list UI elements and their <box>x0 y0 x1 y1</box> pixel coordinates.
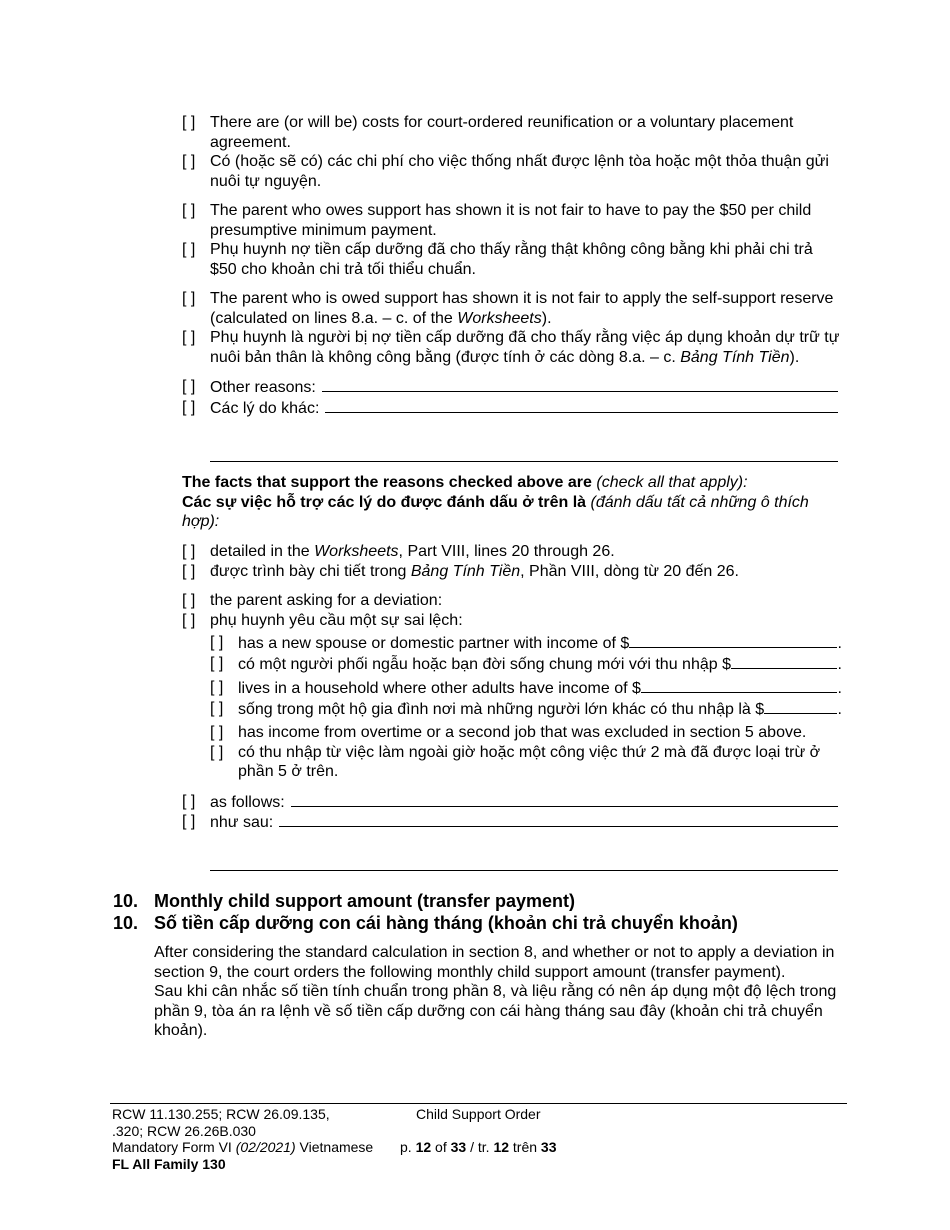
reason-text: Có (hoặc sẽ có) các chi phí cho việc thống nhất được lệnh tòa hoặc một thỏa thuận gửi nuôi tự nguyện. <box>210 153 829 190</box>
page-number: 12 <box>415 1138 432 1155</box>
fact-text: , Phần VIII, dòng từ 20 đến 26. <box>520 562 739 580</box>
footer-divider <box>110 1103 847 1104</box>
checkbox[interactable]: [ ] <box>182 241 196 258</box>
checkbox[interactable]: [ ] <box>182 792 196 810</box>
reason-reserve-en <box>182 289 842 328</box>
page-number-vi: 12 <box>493 1138 510 1155</box>
reason-text: Phụ huynh nợ tiền cấp dưỡng đã cho thấy rằng thật không công bằng khi phải chi trả $50 cho khoản chi trả tối thiểu chuẩn. <box>210 241 813 278</box>
footer-page-number <box>400 1139 620 1156</box>
spouse-income-field-vi[interactable] <box>731 654 837 669</box>
other-reasons-field-vi[interactable] <box>325 398 838 413</box>
fact-text: as follows: <box>210 793 285 811</box>
fact-text: the parent asking for a deviation: <box>210 592 443 609</box>
spouse-income-field[interactable] <box>629 633 836 648</box>
fact-text: phụ huynh yêu cầu một sự sai lệch: <box>210 611 463 629</box>
other-reasons-extra-line[interactable] <box>210 461 838 462</box>
checkbox[interactable]: [ ] <box>210 634 224 651</box>
section-10-title-en <box>113 891 575 912</box>
fact-text: như sau: <box>210 814 274 831</box>
reason-text: Phụ huynh là người bị nợ tiền cấp dưỡng đã cho thấy rằng việc áp dụng khoản dự trữ tự nuôi bản thân là không công bằng (được tính ở các dòng 8.a. – c. <box>210 329 840 366</box>
subitem-text: sống trong một hộ gia đình nơi mà những người lớn khác có thu nhập là $ <box>238 700 765 718</box>
section-10-title-vi <box>113 913 738 934</box>
footer-rcw: .320; RCW 26.26B.030 <box>112 1122 256 1139</box>
subitem-overtime-en <box>210 723 808 743</box>
checkbox[interactable]: [ ] <box>182 153 196 170</box>
page-label: trên <box>509 1138 541 1155</box>
reason-reunification-en <box>182 113 842 152</box>
page-total: 33 <box>450 1138 467 1155</box>
fact-text: , Part VIII, lines 20 through 26. <box>398 543 615 560</box>
household-income-field-vi[interactable] <box>764 699 836 714</box>
checkbox[interactable]: [ ] <box>182 543 196 560</box>
checkbox[interactable]: [ ] <box>182 398 196 416</box>
checkbox[interactable]: [ ] <box>182 202 196 219</box>
subitem-spouse-en: [ ] has a new spouse or domestic partner with income of $ . <box>210 634 842 652</box>
reason-reserve-vi <box>182 328 842 367</box>
fact-text: detailed in the <box>210 543 315 560</box>
fact-detailed-en <box>182 542 852 562</box>
facts-heading-vi-italic: (đánh dấu tất cả những ô thích hợp): <box>182 493 809 530</box>
fact-detailed-vi <box>182 562 852 582</box>
page-total-vi: 33 <box>540 1138 557 1155</box>
subitem-household-vi: [ ] sống trong một hộ gia đình nơi mà những người lớn khác có thu nhập là $ . <box>210 699 842 718</box>
section-title: Monthly child support amount (transfer payment) <box>154 891 576 911</box>
reason-text: The parent who is owed support has shown it is not fair to apply the self-support reserve (calculated on lines 8.a. – c. of the <box>210 290 834 327</box>
fact-text: được trình bày chi tiết trong <box>210 562 411 580</box>
section-number: 10. <box>113 913 139 933</box>
fact-follows-en <box>182 792 838 813</box>
footer-form-date: (02/2021) <box>235 1139 296 1155</box>
page-label: p. <box>400 1138 416 1155</box>
checkbox[interactable]: [ ] <box>210 724 224 741</box>
subitem-text: has a new spouse or domestic partner with income of $ <box>238 635 630 652</box>
facts-heading <box>182 473 822 532</box>
subitem-text: có thu nhập từ việc làm ngoài giờ hoặc một công việc thứ 2 mà đã được loại trừ ở phần 5 ở trên. <box>238 743 821 780</box>
follows-extra-line[interactable] <box>210 870 838 871</box>
fact-parent-vi <box>182 611 852 631</box>
page-label: / tr. <box>466 1138 494 1155</box>
checkbox[interactable]: [ ] <box>182 290 196 307</box>
facts-heading-vi: Các sự việc hỗ trợ các lý do được đánh dấu ở trên là <box>182 493 591 511</box>
section-number: 10. <box>113 891 139 911</box>
checkbox[interactable]: [ ] <box>182 562 196 580</box>
subitem-text: has income from overtime or a second job that was excluded in section 5 above. <box>238 724 807 741</box>
reason-minimum-vi <box>182 240 842 279</box>
reason-reunification-vi <box>182 152 842 191</box>
reason-text: ). <box>541 309 552 327</box>
checkbox[interactable]: [ ] <box>210 679 224 696</box>
checkbox[interactable]: [ ] <box>182 813 196 830</box>
footer-form <box>112 1139 402 1156</box>
reason-other-vi <box>182 398 838 419</box>
subitem-overtime-vi <box>210 743 828 782</box>
page-label: of <box>431 1138 451 1155</box>
checkbox[interactable]: [ ] <box>182 329 196 346</box>
reason-text: The parent who owes support has shown it is not fair to have to pay the $50 per child presumptive minimum payment. <box>210 202 812 239</box>
facts-heading-en: The facts that support the reasons checked above are <box>182 474 597 491</box>
footer-left <box>112 1106 402 1172</box>
paragraph-en: After considering the standard calculation in section 8, and whether or not to apply a deviation in section 9, the court orders the following monthly child support amount (transfer payment). <box>154 944 835 981</box>
facts-list <box>182 542 852 833</box>
reason-text-italic: Bảng Tính Tiền <box>680 348 790 366</box>
section-10-paragraph <box>154 943 844 1041</box>
footer-form-code: FL All Family 130 <box>112 1155 226 1172</box>
checkbox[interactable]: [ ] <box>182 114 196 131</box>
facts-heading-en-italic: (check all that apply): <box>596 474 748 491</box>
fact-text-italic: Worksheets <box>314 543 399 560</box>
footer-form-text: Vietnamese <box>295 1139 374 1155</box>
subitem-text: có một người phối ngẫu hoặc bạn đời sống chung mới với thu nhập $ <box>238 655 731 673</box>
subitem-spouse-vi: [ ] có một người phối ngẫu hoặc bạn đời sống chung mới với thu nhập $ . <box>210 654 842 673</box>
fact-text-italic: Bảng Tính Tiền <box>410 562 521 580</box>
reason-text-italic: Worksheets <box>457 309 542 327</box>
follows-field[interactable] <box>291 792 838 807</box>
parent-subitems <box>182 633 842 782</box>
footer-rcw: RCW 11.130.255; RCW 26.09.135, <box>112 1106 330 1122</box>
section-title: Số tiền cấp dưỡng con cái hàng tháng (khoản chi trả chuyển khoản) <box>154 913 738 933</box>
reason-minimum-en <box>182 201 842 240</box>
reason-text: ). <box>789 348 800 366</box>
fact-follows-vi <box>182 812 838 833</box>
checkbox[interactable]: [ ] <box>182 611 196 629</box>
follows-field-vi[interactable] <box>279 812 838 827</box>
paragraph-vi: Sau khi cân nhắc số tiền tính chuẩn trong phần 8, và liệu rằng có nên áp dụng một độ lệch trong phần 9, tòa án ra lệnh về số tiền cấp dưỡng con cái hàng tháng sau đây (khoản chi trả chuyển khoản). <box>154 983 837 1039</box>
subitem-text: lives in a household where other adults have income of $ <box>238 680 641 697</box>
checkbox[interactable]: [ ] <box>210 654 224 672</box>
reasons-list <box>182 113 842 418</box>
reason-text: There are (or will be) costs for court-ordered reunification or a voluntary placement agreement. <box>210 114 794 151</box>
fact-parent-en <box>182 591 852 611</box>
footer-doc-title: Child Support Order <box>416 1106 541 1122</box>
checkbox[interactable]: [ ] <box>210 699 224 717</box>
subitem-household-en: [ ] lives in a household where other adults have income of $ . <box>210 679 842 697</box>
checkbox[interactable]: [ ] <box>182 592 196 609</box>
reason-other-en <box>182 377 838 398</box>
reason-text: Các lý do khác: <box>210 399 320 417</box>
checkbox[interactable]: [ ] <box>182 378 196 395</box>
household-income-field[interactable] <box>641 678 837 693</box>
footer-form-text: Mandatory Form VI <box>112 1139 236 1155</box>
footer-center <box>400 1106 620 1155</box>
other-reasons-field[interactable] <box>322 377 838 392</box>
checkbox[interactable]: [ ] <box>210 743 224 761</box>
reason-text: Other reasons: <box>210 379 316 396</box>
